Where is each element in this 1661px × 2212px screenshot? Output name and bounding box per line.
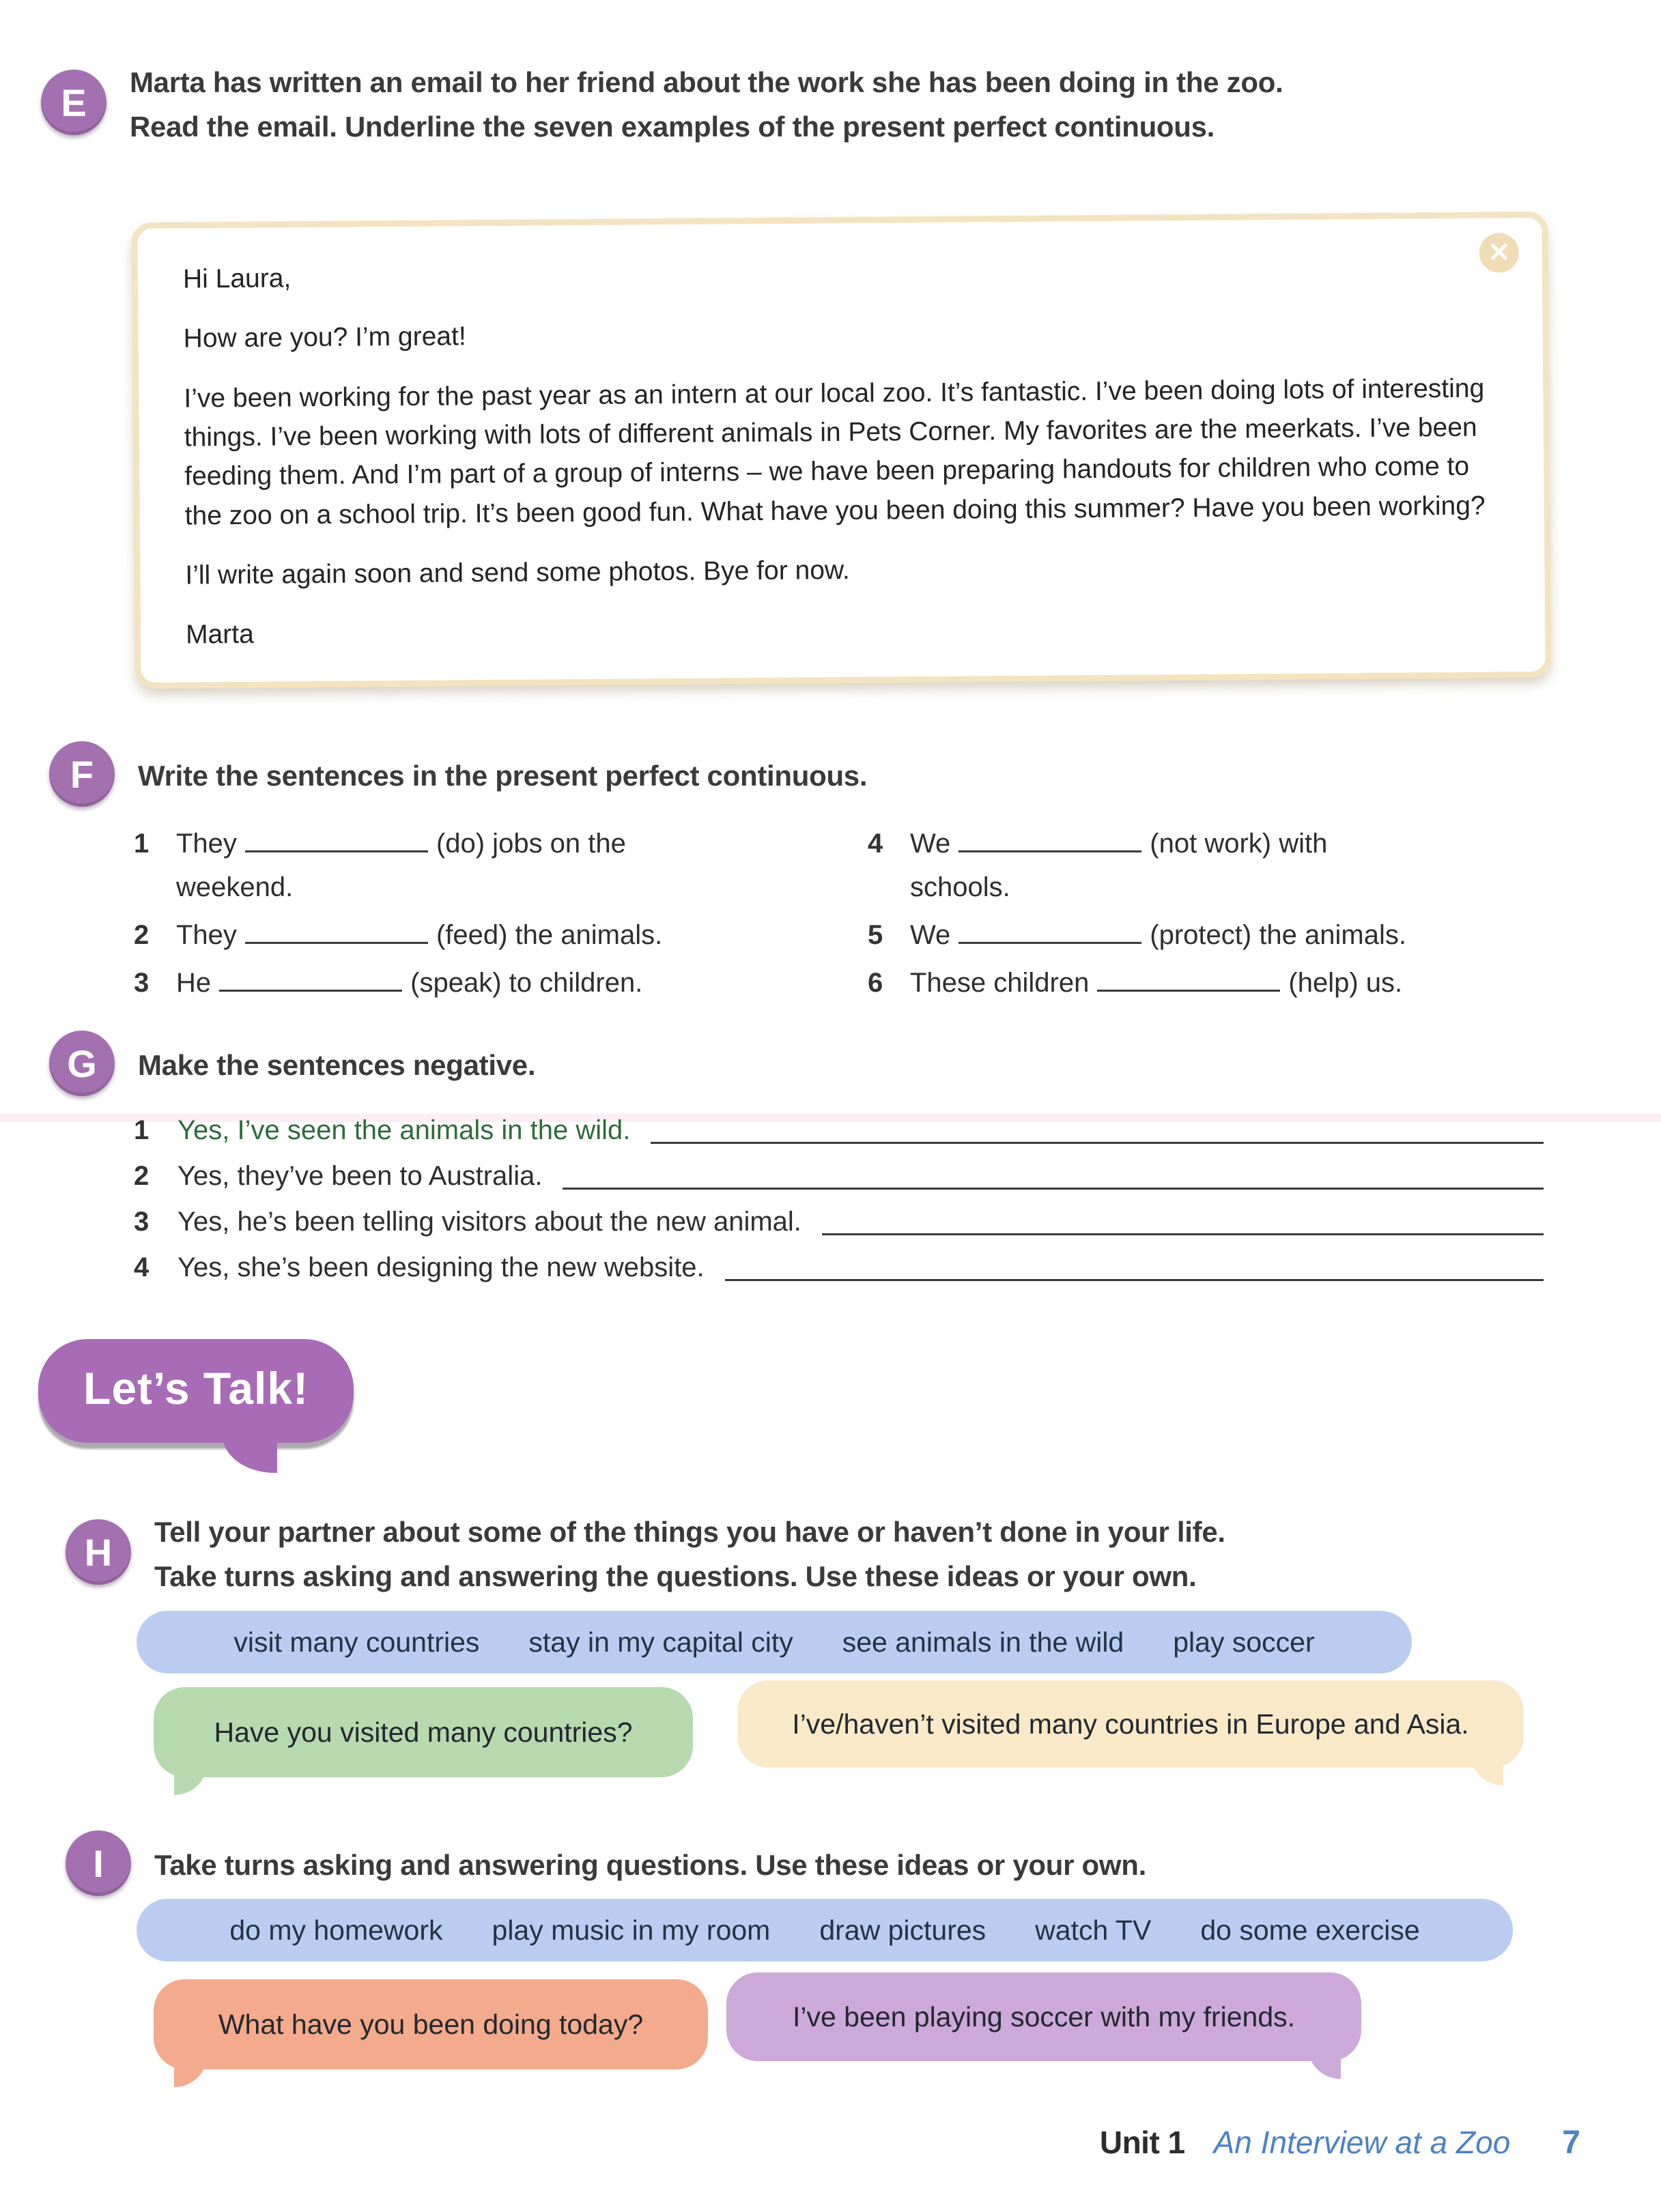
section-e-heading: [130, 60, 1283, 149]
section-e-badge: E: [41, 70, 107, 135]
question-speech-bubble: What have you been doing today?: [154, 1979, 708, 2069]
section-g-badge: G: [49, 1031, 115, 1096]
item-text-pre: These children: [910, 968, 1090, 998]
section-g: [49, 1043, 1544, 1293]
exercise-item: [134, 1110, 1544, 1151]
answer-blank[interactable]: [1097, 961, 1280, 992]
answer-line[interactable]: [563, 1188, 1544, 1190]
section-g-heading: Make the sentences negative.: [138, 1049, 536, 1081]
section-e-heading-line2: Read the email. Underline the seven examples of the present perfect continuous.: [130, 111, 1215, 143]
section-f-heading: Write the sentences in the present perfect continuous.: [138, 760, 868, 792]
item-number: 3: [134, 1207, 150, 1237]
section-e: [41, 60, 1283, 149]
section-h-heading-line1: Tell your partner about some of the things you have or haven’t done in your life.: [154, 1516, 1225, 1548]
section-h-heading: [154, 1510, 1225, 1598]
item-text: Yes, he’s been telling visitors about the new animal.: [178, 1207, 801, 1237]
item-number: 4: [868, 829, 883, 859]
item-text-post: (not work) with: [1150, 829, 1328, 859]
item-number: 6: [868, 968, 883, 998]
item-text-pre: He: [176, 968, 212, 998]
answer-speech-bubble: I’ve been playing soccer with my friends.: [726, 1972, 1361, 2061]
section-f-right-column: [868, 822, 1605, 1009]
answer-blank[interactable]: [219, 961, 402, 992]
item-text-pre: We: [910, 829, 951, 859]
unit-title: An Interview at a Zoo: [1213, 2125, 1511, 2160]
idea-item: play soccer: [1173, 1626, 1315, 1658]
item-text-wrap: schools.: [910, 872, 1010, 902]
section-i: [66, 1843, 1146, 1896]
close-icon[interactable]: ✕: [1479, 233, 1519, 272]
ideas-pill: [137, 1899, 1513, 1962]
section-i-badge: I: [66, 1830, 131, 1896]
exercise-item: [134, 913, 830, 957]
idea-item: stay in my capital city: [528, 1626, 793, 1658]
exercise-item: [868, 961, 1605, 1005]
unit-label: Unit 1: [1099, 2125, 1185, 2160]
answer-blank[interactable]: [245, 913, 428, 944]
item-text-wrap: weekend.: [176, 872, 294, 902]
exercise-item: [134, 1247, 1544, 1288]
email-paragraph: I’ll write again soon and send some photos. Bye for now.: [185, 555, 850, 590]
section-h: [66, 1510, 1225, 1598]
exercise-item: [134, 961, 830, 1005]
section-h-heading-line2: Take turns asking and answering the questions. Use these ideas or your own.: [154, 1560, 1197, 1593]
item-text-post: (protect) the animals.: [1150, 920, 1406, 950]
exercise-item: [134, 1155, 1544, 1196]
item-text-pre: They: [176, 829, 237, 859]
idea-item: do my homework: [229, 1914, 443, 1946]
page-number: 7: [1562, 2125, 1580, 2161]
item-number: 3: [134, 968, 150, 998]
email-card: [131, 212, 1551, 689]
idea-item: see animals in the wild: [842, 1626, 1124, 1658]
item-text-pre: We: [910, 920, 951, 950]
lets-talk-banner: Let’s Talk!: [38, 1339, 354, 1443]
question-speech-bubble: Have you visited many countries?: [154, 1687, 693, 1777]
section-e-heading-line1: Marta has written an email to her friend about the work she has been doing in the zoo.: [130, 66, 1283, 98]
item-text: Yes, I’ve seen the animals in the wild.: [178, 1115, 631, 1145]
item-text-pre: They: [176, 920, 237, 950]
idea-item: do some exercise: [1200, 1914, 1420, 1946]
section-f-left-column: [134, 822, 830, 1009]
answer-blank[interactable]: [959, 822, 1141, 852]
exercise-item: [134, 1201, 1544, 1242]
ideas-pill: [137, 1611, 1412, 1674]
item-text: Yes, they’ve been to Australia.: [178, 1161, 543, 1191]
page-footer: [1100, 2124, 1580, 2161]
section-f: [49, 753, 1605, 1009]
section-f-badge: F: [49, 741, 115, 807]
idea-item: play music in my room: [492, 1914, 771, 1946]
exercise-item: [134, 822, 830, 909]
item-text-post: (do) jobs on the: [436, 829, 626, 859]
answer-speech-bubble: I’ve/haven’t visited many countries in Europe and Asia.: [737, 1680, 1524, 1768]
answer-blank[interactable]: [959, 913, 1141, 944]
idea-item: visit many countries: [233, 1626, 480, 1658]
email-paragraph: How are you? I’m great!: [183, 321, 466, 354]
section-i-heading: Take turns asking and answering questions. Use these ideas or your own.: [154, 1849, 1146, 1881]
email-greeting: Hi Laura,: [182, 263, 292, 294]
exercise-item: [868, 913, 1605, 957]
answer-line[interactable]: [822, 1233, 1544, 1235]
item-number: 2: [134, 920, 150, 950]
item-text-post: (help) us.: [1288, 968, 1403, 998]
email-paragraph: I’ve been working for the past year as an intern at our local zoo. It’s fantastic. I’ve been doing lots of interesting things. I’ve been working with lots of different animals in Pets Corner. My favorites are the meerkats. I’ve been feeding them. And I’m part of a group of interns – we have been preparing handouts for children who come to the zoo on a school trip. It’s been good fun. What have you been doing this summer? Have you been working?: [184, 373, 1486, 531]
answer-line[interactable]: [651, 1142, 1544, 1144]
item-text: Yes, she’s been designing the new website.: [178, 1252, 705, 1282]
idea-item: draw pictures: [819, 1914, 986, 1946]
item-number: 5: [868, 920, 883, 950]
idea-item: watch TV: [1035, 1914, 1152, 1946]
section-h-badge: H: [66, 1519, 131, 1585]
email-signature: Marta: [185, 620, 254, 650]
item-number: 4: [134, 1252, 150, 1282]
answer-blank[interactable]: [245, 822, 428, 852]
exercise-item: [868, 822, 1605, 909]
item-text-post: (speak) to children.: [410, 968, 643, 998]
answer-line[interactable]: [725, 1279, 1544, 1281]
item-number: 1: [134, 1115, 150, 1145]
item-number: 1: [134, 829, 150, 859]
item-text-post: (feed) the animals.: [436, 920, 663, 950]
item-number: 2: [134, 1161, 150, 1191]
